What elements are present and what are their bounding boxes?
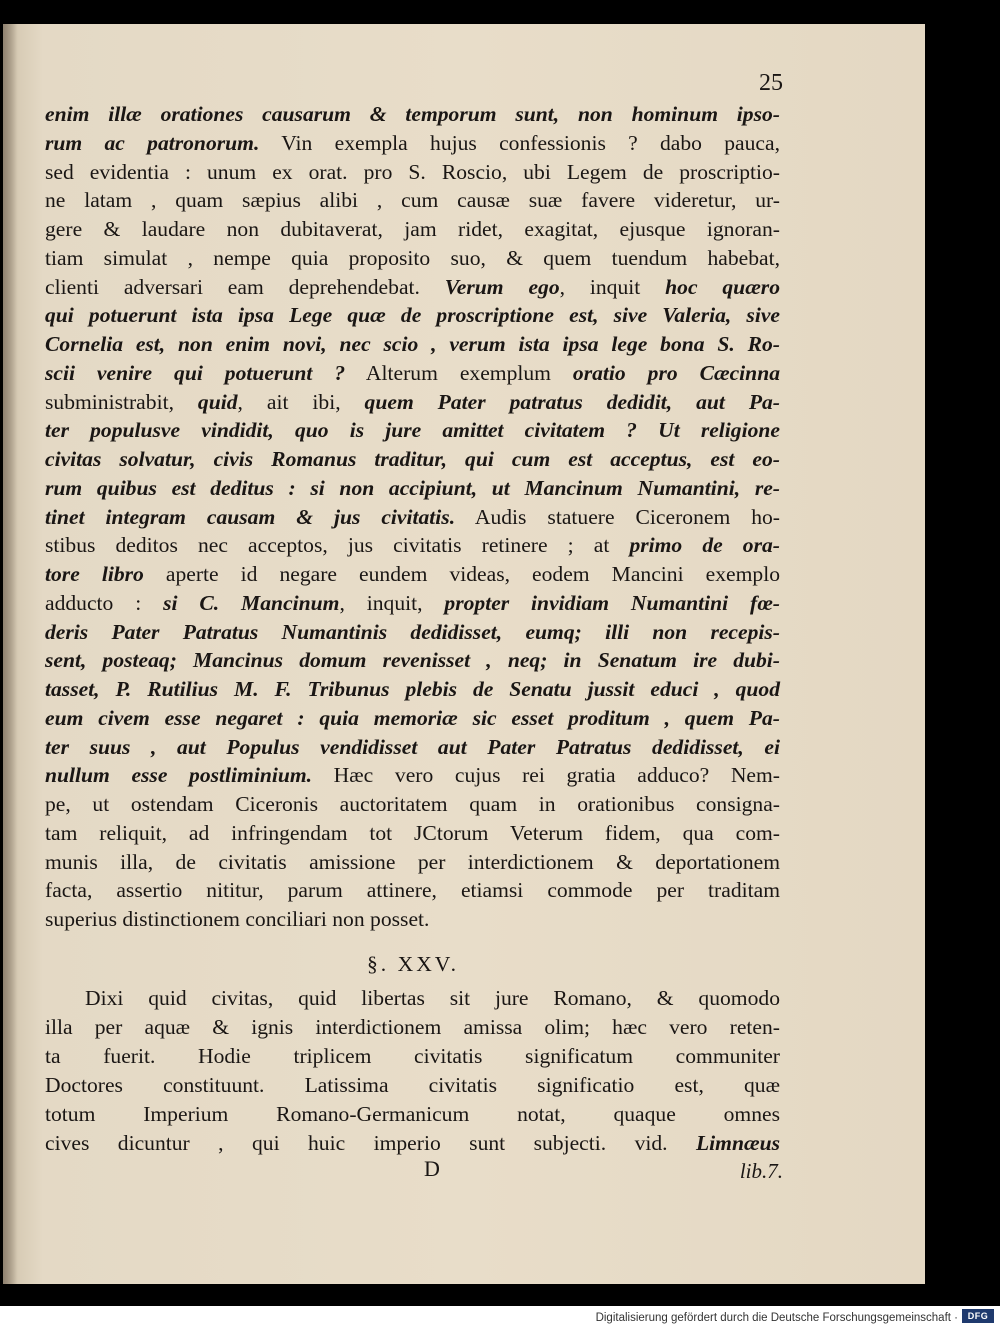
roman-run: tiam simulat , nempe quia proposito suo, & quem tuendum habebat,	[45, 245, 780, 270]
italic-run: si C. Mancinum	[163, 590, 340, 615]
text-line	[45, 646, 780, 674]
italic-run: tasset, P. Rutilius M. F. Tribunus plebis de Senatu jussit educi , quod	[45, 677, 780, 701]
text-line	[45, 790, 780, 818]
roman-run: Vin exempla hujus confessionis ? dabo pauca,	[259, 130, 780, 155]
italic-run: hoc quæro	[665, 274, 780, 299]
text-line	[45, 848, 780, 876]
italic-run: eum civem esse negaret : quia memoriæ sic esset proditum , quem Pa-	[45, 705, 780, 730]
italic-run: civitas solvatur, civis Romanus traditur, qui cum est acceptus, est eo-	[45, 447, 780, 471]
roman-run: superius distinctionem conciliari non posset.	[45, 907, 430, 931]
italic-run: Verum ego	[444, 274, 560, 299]
text-line	[45, 905, 780, 933]
italic-run: rum quibus est deditus : si non accipiunt, ut Mancinum Numantini, re-	[45, 475, 780, 500]
roman-run: subministrabit,	[45, 389, 198, 414]
italic-run: tore libro	[45, 562, 144, 586]
italic-run: deris Pater Patratus Numantinis dedidisset, eumq; illi non recepis-	[45, 619, 780, 644]
roman-run: facta, assertio nititur, parum attinere, etiamsi commode per traditam	[45, 878, 780, 903]
page-number: 25	[759, 70, 783, 96]
italic-run: sent, posteaq; Mancinus domum revenisset , neq; in Senatum ire dubi-	[45, 648, 780, 673]
funding-credit: Digitalisierung gefördert durch die Deutsche Forschungsgemeinschaft ·	[595, 1312, 958, 1324]
text-line	[45, 560, 780, 588]
italic-run: ter suus , aut Populus vendidisset aut Pater Patratus dedidisset, ei	[45, 734, 780, 759]
roman-run: sed evidentia : unum ex orat. pro S. Roscio, ubi Legem de proscriptio-	[45, 159, 780, 184]
roman-run: gere & laudare non dubitaverat, jam ridet, exagitat, ejusque ignoran-	[45, 217, 780, 241]
section-text-line	[85, 984, 780, 1012]
roman-run: aperte id negare eundem videas, eodem Mancini exemplo	[143, 562, 780, 586]
text-line	[45, 359, 780, 387]
text-line	[45, 675, 780, 703]
text-line	[45, 503, 780, 531]
text-line	[45, 876, 780, 904]
text-line	[45, 733, 780, 761]
roman-run: , inquit	[559, 274, 666, 299]
text-line	[45, 531, 780, 559]
italic-run: oratio pro Cæcinna	[572, 360, 780, 385]
section-text-line	[45, 1042, 780, 1070]
italic-run: nullum esse postliminium.	[45, 763, 313, 788]
roman-run: adducto :	[45, 590, 164, 615]
roman-run: ta fuerit. Hodie triplicem civitatis significatum communiter	[45, 1044, 780, 1068]
italic-run: primo de ora-	[629, 533, 780, 558]
italic-run: qui potuerunt ista ipsa Lege quæ de proscriptione est, sive Valeria, sive	[45, 303, 780, 328]
roman-run: Dixi quid civitas, quid libertas sit jure Romano, & quomodo	[85, 986, 780, 1010]
italic-run: scii venire qui potuerunt ?	[45, 360, 346, 385]
section-text-line	[45, 1129, 780, 1157]
text-line	[45, 819, 780, 847]
text-line	[45, 129, 780, 157]
italic-run: quid	[197, 389, 238, 414]
italic-run: quem Pater patratus dedidit, aut Pa-	[364, 389, 780, 414]
roman-run: ne latam , quam sæpius alibi , cum causæ suæ favere videretur, ur-	[45, 188, 780, 213]
text-line	[45, 618, 780, 646]
section-text-line	[45, 1071, 780, 1099]
roman-run: munis illa, de civitatis amissione per interdictionem & deportationem	[45, 849, 780, 874]
roman-run: stibus deditos nec acceptos, jus civitatis retinere ; at	[45, 533, 630, 558]
italic-run: tinet integram causam & jus civitatis.	[45, 504, 456, 529]
roman-run: pe, ut ostendam Ciceronis auctoritatem quam in orationibus consigna-	[45, 792, 780, 816]
text-line	[45, 273, 780, 301]
text-line	[45, 301, 780, 329]
section-text-line	[45, 1100, 780, 1128]
text-line	[45, 761, 780, 789]
text-line	[45, 215, 780, 243]
italic-run: enim illæ orationes causarum & temporum sunt, non hominum ipso-	[45, 102, 780, 126]
text-line	[45, 388, 780, 416]
text-line	[45, 474, 780, 502]
roman-run: , ait ibi,	[237, 389, 365, 414]
signature-mark: D	[424, 1156, 440, 1181]
roman-run: , inquit,	[339, 590, 445, 615]
italic-run: Limnæus	[695, 1131, 780, 1155]
footer-bar	[0, 1306, 1000, 1328]
text-line	[45, 100, 780, 128]
italic-run: ter populusve vindidit, quo is jure amittet civitatem ? Ut religione	[45, 418, 780, 443]
roman-run: cives dicuntur , qui huic imperio sunt subjecti. vid.	[45, 1131, 696, 1155]
section-heading: §. XXV.	[367, 952, 459, 976]
text-line	[45, 330, 780, 358]
roman-run: Hæc vero cujus rei gratia adduco? Nem-	[312, 763, 780, 788]
roman-run: Audis statuere Ciceronem ho-	[455, 504, 780, 529]
section-text-line	[45, 1013, 780, 1041]
italic-run: rum ac patronorum.	[45, 130, 260, 155]
roman-run: Alterum exemplum	[345, 360, 573, 385]
text-line	[45, 416, 780, 444]
text-line	[45, 704, 780, 732]
roman-run: clienti adversari eam deprehendebat.	[45, 274, 445, 299]
book-page	[3, 24, 925, 1284]
text-line	[45, 158, 780, 186]
dfg-logo-icon: DFG	[962, 1309, 994, 1323]
roman-run: totum Imperium Romano-Germanicum notat, quaque omnes	[45, 1102, 780, 1126]
roman-run: Doctores constituunt. Latissima civitatis significatio est, quæ	[45, 1073, 780, 1097]
roman-run: tam reliquit, ad infringendam tot JCtorum Veterum fidem, qua com-	[45, 820, 780, 845]
italic-run: propter invidiam Numantini fœ-	[444, 590, 780, 615]
text-line	[45, 244, 780, 272]
text-line	[45, 589, 780, 617]
page-binding-edge	[3, 24, 17, 1284]
text-line	[45, 186, 780, 214]
italic-run: Cornelia est, non enim novi, nec scio , verum ista ipsa lege bona S. Ro-	[45, 332, 780, 356]
text-line	[45, 445, 780, 473]
roman-run: illa per aquæ & ignis interdictionem amissa olim; hæc vero reten-	[45, 1015, 780, 1039]
catchword: lib.7.	[739, 1159, 783, 1183]
